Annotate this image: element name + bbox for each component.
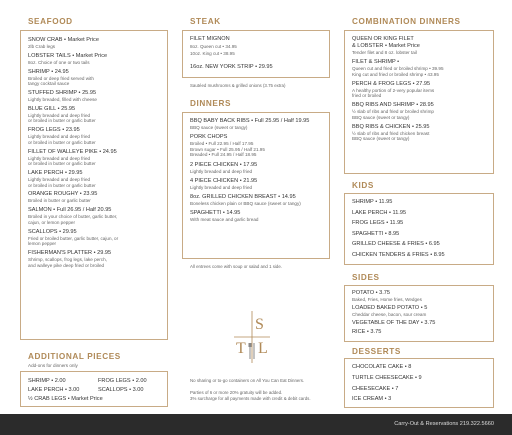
combo-item: PERCH & FROG LEGS • 27.95 — [352, 80, 431, 87]
seafood-item-desc: and walleye pike deep fried or broiled — [28, 262, 105, 268]
dessert-item: CHEESECAKE • 7 — [352, 385, 399, 392]
side-item-desc: Baked, Fries, Home fries, Wedges — [352, 297, 422, 302]
dinner-item-desc: Boneless chicken plain or BBQ sauce (sweet or tangy) — [190, 201, 301, 206]
seafood-item-desc: Fried or broiled butter, garlic butter, cajun, or — [28, 235, 119, 241]
dinner-item-desc: Brown sugar • Full 25.95 / Half 21.95 — [190, 146, 265, 152]
dinner-item-desc: Broiled • Full 22.95 / Half 17.95 — [190, 141, 254, 147]
seafood-item: BLUE GILL • 25.95 — [28, 105, 76, 112]
combo-item-desc: A healthy portion of 2-very popular items — [352, 87, 435, 93]
seafood-item: SHRIMP • 24.95 — [28, 68, 69, 75]
seafood-item-desc: 8oz. Choice of one or two tails — [28, 59, 90, 65]
dinner-item-desc: BBQ sauce (sweet or tangy) — [190, 125, 248, 130]
fork-knife-icon — [249, 343, 254, 359]
seafood-title: SEAFOOD — [28, 17, 73, 26]
steak-ny-strip: 16oz. NEW YORK STRIP • 29.95 — [190, 64, 273, 70]
kids-title: KIDS — [352, 181, 374, 190]
steak-filet-desc-2: 10oz. King cut • 38.95 — [190, 51, 235, 56]
dinner-item-desc: Breaded • Full 24.95 / Half 18.95 — [190, 152, 257, 158]
combo-item-desc: ½ slab of ribs and fried chicken breast — [352, 130, 430, 136]
dessert-item: ICE CREAM • 3 — [352, 396, 392, 403]
combo-item-desc: King cut and fried or broiled shrimp • 43.95 — [352, 71, 439, 77]
seafood-item: LAKE PERCH • 29.95 — [28, 170, 83, 176]
combo-item-desc: BBQ sauce (sweet or tangy) — [352, 136, 410, 142]
side-item: RICE • 3.75 — [352, 329, 382, 336]
seafood-item-desc: Lightly breaded and deep fried — [28, 112, 91, 118]
seafood-item-desc: Broiled in your choice of butter, garlic butter, — [28, 214, 118, 220]
seafood-item-desc: Lightly breaded and deep fried — [28, 155, 91, 161]
policy-line-1: No sharing or to-go containers on All You Can Eat Dinners. — [190, 378, 305, 383]
logo-l: L — [258, 340, 268, 357]
additional-subtitle: Add-ons for dinners only — [28, 363, 78, 368]
seafood-item-desc: Lightly breaded and deep fried — [28, 177, 91, 182]
dinners-title: DINNERS — [190, 99, 232, 108]
addon-shrimp: SHRIMP • 2.00 — [28, 378, 66, 384]
dinners-note: All entrees come with soup or salad and 1 side. — [190, 264, 283, 269]
addon-scallops: SCALLOPS • 3.00 — [98, 387, 144, 393]
footer-bar — [0, 414, 512, 435]
side-item-desc: Cheddar cheese, bacon, sour cream — [352, 312, 427, 317]
seafood-item-desc: Broiled or deep fried served with — [28, 75, 94, 81]
dinner-item: PORK CHOPS — [190, 134, 228, 141]
seafood-item: LOBSTER TAILS • Market Price — [28, 52, 108, 59]
sides-title: SIDES — [352, 273, 380, 282]
steak-note: Sautéed mushrooms & grilled onions (3.75 extra) — [190, 83, 286, 88]
dinner-item-desc: Lightly breaded and deep fried — [190, 184, 253, 190]
steak-title: STEAK — [190, 17, 221, 26]
seafood-item-desc: or broiled in butter or garlic butter — [28, 118, 96, 124]
combo-item: QUEEN OR KING FILET — [352, 36, 414, 42]
side-item: POTATO • 3.75 — [352, 290, 391, 296]
steak-filet-desc-1: 8oz. Queen cut • 34.95 — [190, 44, 237, 49]
addon-lake-perch: LAKE PERCH • 3.00 — [28, 387, 80, 393]
addon-frog-legs: FROG LEGS • 2.00 — [98, 378, 147, 384]
dinner-item: 8oz. GRILLED CHICKEN BREAST • 14.95 — [190, 194, 296, 200]
combo-item: BBQ RIBS AND SHRIMP • 28.95 — [352, 102, 434, 109]
seafood-item-desc: cajun, or lemon pepper — [28, 219, 75, 225]
policy-line-2: Parties of 6 or more 20% gratuity will be added. — [190, 390, 283, 395]
footer-contact: Carry-Out & Reservations 219.322.5660 — [394, 421, 494, 427]
kids-item: FROG LEGS • 11.95 — [352, 220, 404, 227]
combo-item-desc: fried or broiled — [352, 93, 382, 99]
combo-item: BBQ RIBS & CHICKEN • 25.95 — [352, 123, 430, 130]
dinner-item: 4 PIECE CHICKEN • 21.95 — [190, 177, 258, 184]
seafood-item-desc: Shrimp, scallops, frog legs, lake perch, — [28, 257, 107, 262]
kids-item: GRILLED CHEESE & FRIES • 6.95 — [352, 241, 440, 248]
dinner-item: BBQ BABY BACK RIBS • Full 25.95 / Half 19.95 — [190, 118, 310, 124]
seafood-item: STUFFED SHRIMP • 25.95 — [28, 90, 97, 96]
seafood-item-desc: tangy cocktail sauce — [28, 81, 70, 87]
restaurant-logo — [222, 307, 282, 367]
dinner-item-desc: With meat sauce and garlic bread — [190, 217, 259, 223]
seafood-item-desc: 2lb Crab legs — [28, 44, 56, 49]
combo-item-desc: Queen cut and fried or broiled shrimp • 39.95 — [352, 66, 444, 71]
seafood-item: FISHERMAN'S PLATTER • 29.95 — [28, 250, 112, 256]
kids-item: CHICKEN TENDERS & FRIES • 8.95 — [352, 252, 445, 258]
seafood-item: FILLET OF WALLEYE PIKE • 24.95 — [28, 148, 117, 155]
side-item: LOADED BAKED POTATO • 5 — [352, 305, 428, 311]
combo-item-line-2: & LOBSTER • Market Price — [352, 43, 420, 49]
additional-title: ADDITIONAL PIECES — [28, 352, 121, 361]
dessert-item: CHOCOLATE CAKE • 8 — [352, 364, 412, 370]
addon-crab-legs: ½ CRAB LEGS • Market Price — [28, 396, 103, 402]
combo-item: FILET & SHRIMP • — [352, 59, 400, 65]
seafood-item: SALMON • Full 26.95 / Half 20.95 — [28, 207, 112, 214]
dessert-item: TURTLE CHEESECAKE • 9 — [352, 374, 422, 381]
desserts-title: DESSERTS — [352, 347, 401, 356]
seafood-item-desc: or broiled in butter or garlic butter — [28, 182, 96, 188]
kids-item: LAKE PERCH • 11.95 — [352, 209, 407, 216]
seafood-item-desc: or broiled in butter or garlic butter — [28, 161, 96, 167]
seafood-item-desc: Lightly breaded and deep fried — [28, 134, 91, 140]
combination-title: COMBINATION DINNERS — [352, 17, 461, 26]
seafood-item-desc: Lightly breaded, filled with cheese — [28, 97, 97, 102]
dinner-item: 2 PIECE CHICKEN • 17.95 — [190, 161, 258, 168]
kids-item: SHRIMP • 11.95 — [352, 199, 393, 205]
side-item: VEGETABLE OF THE DAY • 3.75 — [352, 320, 436, 326]
seafood-item: SNOW CRAB • Market Price — [28, 37, 99, 43]
dinner-item-desc: Lightly breaded and deep fried — [190, 168, 253, 174]
seafood-item-desc: lemon pepper — [28, 241, 57, 247]
seafood-item: SCALLOPS • 29.95 — [28, 228, 77, 235]
dinner-item: SPAGHETTI • 14.95 — [190, 210, 241, 217]
logo-t: T — [236, 340, 246, 357]
combo-item-desc: Tender filet and 8 oz. lobster tail — [352, 50, 417, 55]
seafood-item-desc: Broiled in butter or garlic butter — [28, 198, 91, 204]
seafood-item-desc: or broiled in butter or garlic butter — [28, 139, 96, 145]
logo-s: S — [255, 316, 264, 333]
seafood-item: FROG LEGS • 23.95 — [28, 127, 80, 134]
kids-item: SPAGHETTI • 8.95 — [352, 230, 400, 237]
seafood-item: ORANGE ROUGHY • 23.95 — [28, 191, 98, 198]
combo-item-desc: BBQ sauce (sweet or tangy) — [352, 114, 410, 120]
combo-item-desc: ½ slab of ribs and fried or broiled shrimp — [352, 109, 434, 115]
steak-filet-mignon: FILET MIGNON — [190, 36, 230, 42]
policy-line-3: 3% surcharge for all payments made with credit & debit cards. — [190, 396, 311, 401]
